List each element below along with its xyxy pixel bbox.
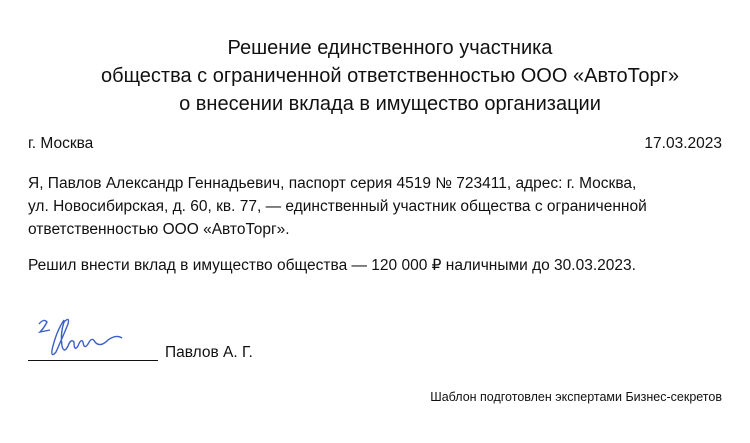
- title-line-3: о внесении вклада в имущество организации: [179, 93, 601, 115]
- template-credit: Шаблон подготовлен экспертами Бизнес-секретов: [430, 390, 722, 404]
- handwritten-signature: [34, 312, 144, 362]
- paragraph-line: ответственностью ООО «АвтоТорг».: [28, 221, 290, 238]
- participant-paragraph: [28, 172, 722, 241]
- paragraph-line: Я, Павлов Александр Геннадьевич, паспорт серия 4519 № 723411, адрес: г. Москва,: [28, 175, 637, 192]
- document-title: [0, 34, 750, 118]
- signer-name: Павлов А. Г.: [165, 344, 253, 361]
- title-line-1: Решение единственного участника: [227, 37, 553, 59]
- decision-paragraph: Решил внести вклад в имущество общества — 120 000 ₽ наличными до 30.03.2023.: [28, 257, 636, 274]
- document-date: 17.03.2023: [644, 135, 722, 152]
- city: г. Москва: [28, 135, 94, 152]
- signature-line: [28, 360, 158, 361]
- paragraph-line: ул. Новосибирская, д. 60, кв. 77, — единственный участник общества с ограниченной: [28, 198, 647, 215]
- title-line-2: общества с ограниченной ответственностью ООО «АвтоТорг»: [100, 65, 680, 87]
- city-date-row: [28, 135, 722, 153]
